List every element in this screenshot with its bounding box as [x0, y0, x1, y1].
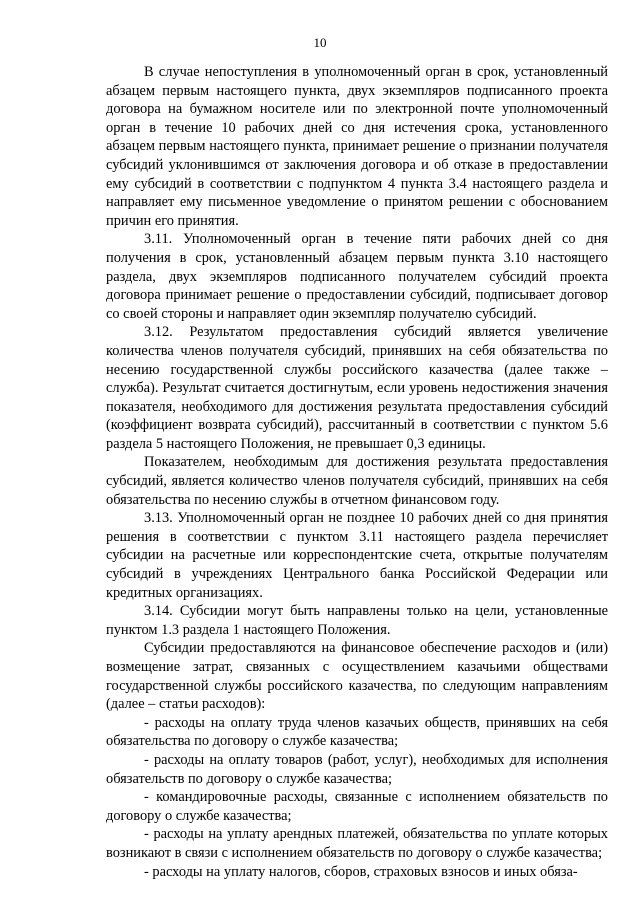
page-number: 10	[313, 35, 327, 50]
list-item-taxes-costs: - расходы на уплату налогов, сборов, страховых взносов и иных обяза-	[144, 863, 578, 880]
paragraph-3-13: 3.13. Уполномоченный орган не позднее 10 рабочих дней со дня принятия решения в соответствии с пунктом 3.11 настоящего раздела перечисляет субсидии на расчетные или корреспондентские счета, открытые получателям субсидий в учреждениях Центрального банка Российской Федерации или кредитных организациях.	[106, 510, 608, 601]
paragraph-3-14: 3.14. Субсидии могут быть направлены только на цели, установленные пунктом 1.3 раздела 1 настоящего Положения.	[106, 603, 608, 638]
paragraph-3-12: 3.12. Результатом предоставления субсидий является увеличение количества членов получателя субсидий, принявших на себя обязательства по несению государственной службы российского казачества (далее также – служба). Результат считается достигнутым, если уровень недостижения значения показателя, необходимого для достижения результата предоставления субсидий (коэффициент возврата субсидий), рассчитанный в соответствии с пунктом 5.6 раздела 5 настоящего Положения, не превышает 0,3 единицы.	[106, 324, 608, 452]
paragraph-3-11: 3.11. Уполномоченный орган в течение пяти рабочих дней со дня получения в срок, установленный абзацем первым пункта 3.10 настоящего раздела, двух экземпляров подписанного получателем субсидий проекта договора принимает решение о предоставлении субсидий, подписывает договор со своей стороны и направляет один экземпляр получателю субсидий.	[106, 231, 608, 322]
list-item-rent-costs: - расходы на уплату арендных платежей, обязательства по уплате которых возникают в связи с исполнением обязательств по договору о службе казачества;	[106, 826, 608, 861]
list-item-labor-costs: - расходы на оплату труда членов казачьих обществ, принявших на себя обязательства по договору о службе казачества;	[106, 714, 608, 750]
paragraph-non-receipt-of-contract: В случае непоступления в уполномоченный орган в срок, установленный абзацем первым настоящего пункта, двух экземпляров подписанного проекта договора на бумажном носителе или по электронной почте уполномоченный орган в течение 10 рабочих дней со дня истечения срока, установленного абзацем первым настоящего пункта, принимает решение о признании получателя субсидий уклонившимся от заключения договора и об отказе в предоставлении ему субсидий в соответствии с подпунктом 4 пункта 3.4 настоящего раздела и направляет ему письменное уведомление о принятом решении с обоснованием причин его принятия.	[106, 64, 608, 229]
list-item-goods-costs: - расходы на оплату товаров (работ, услуг), необходимых для исполнения обязательств по договору о службе казачества;	[106, 751, 608, 787]
list-item-travel-costs: - командировочные расходы, связанные с исполнением обязательств по договору о службе казачества;	[106, 789, 608, 824]
document-body	[106, 63, 608, 881]
paragraph-indicator: Показателем, необходимым для достижения результата предоставления субсидий, является количество членов получателя субсидий, принявших на себя обязательства по несению службы в отчетном финансовом году.	[106, 454, 608, 508]
paragraph-expense-directions: Субсидии предоставляются на финансовое обеспечение расходов и (или) возмещение затрат, связанных с осуществлением казачьими обществами государственной службы российского казачества, по следующим направлениям (далее – статьи расходов):	[106, 640, 608, 713]
